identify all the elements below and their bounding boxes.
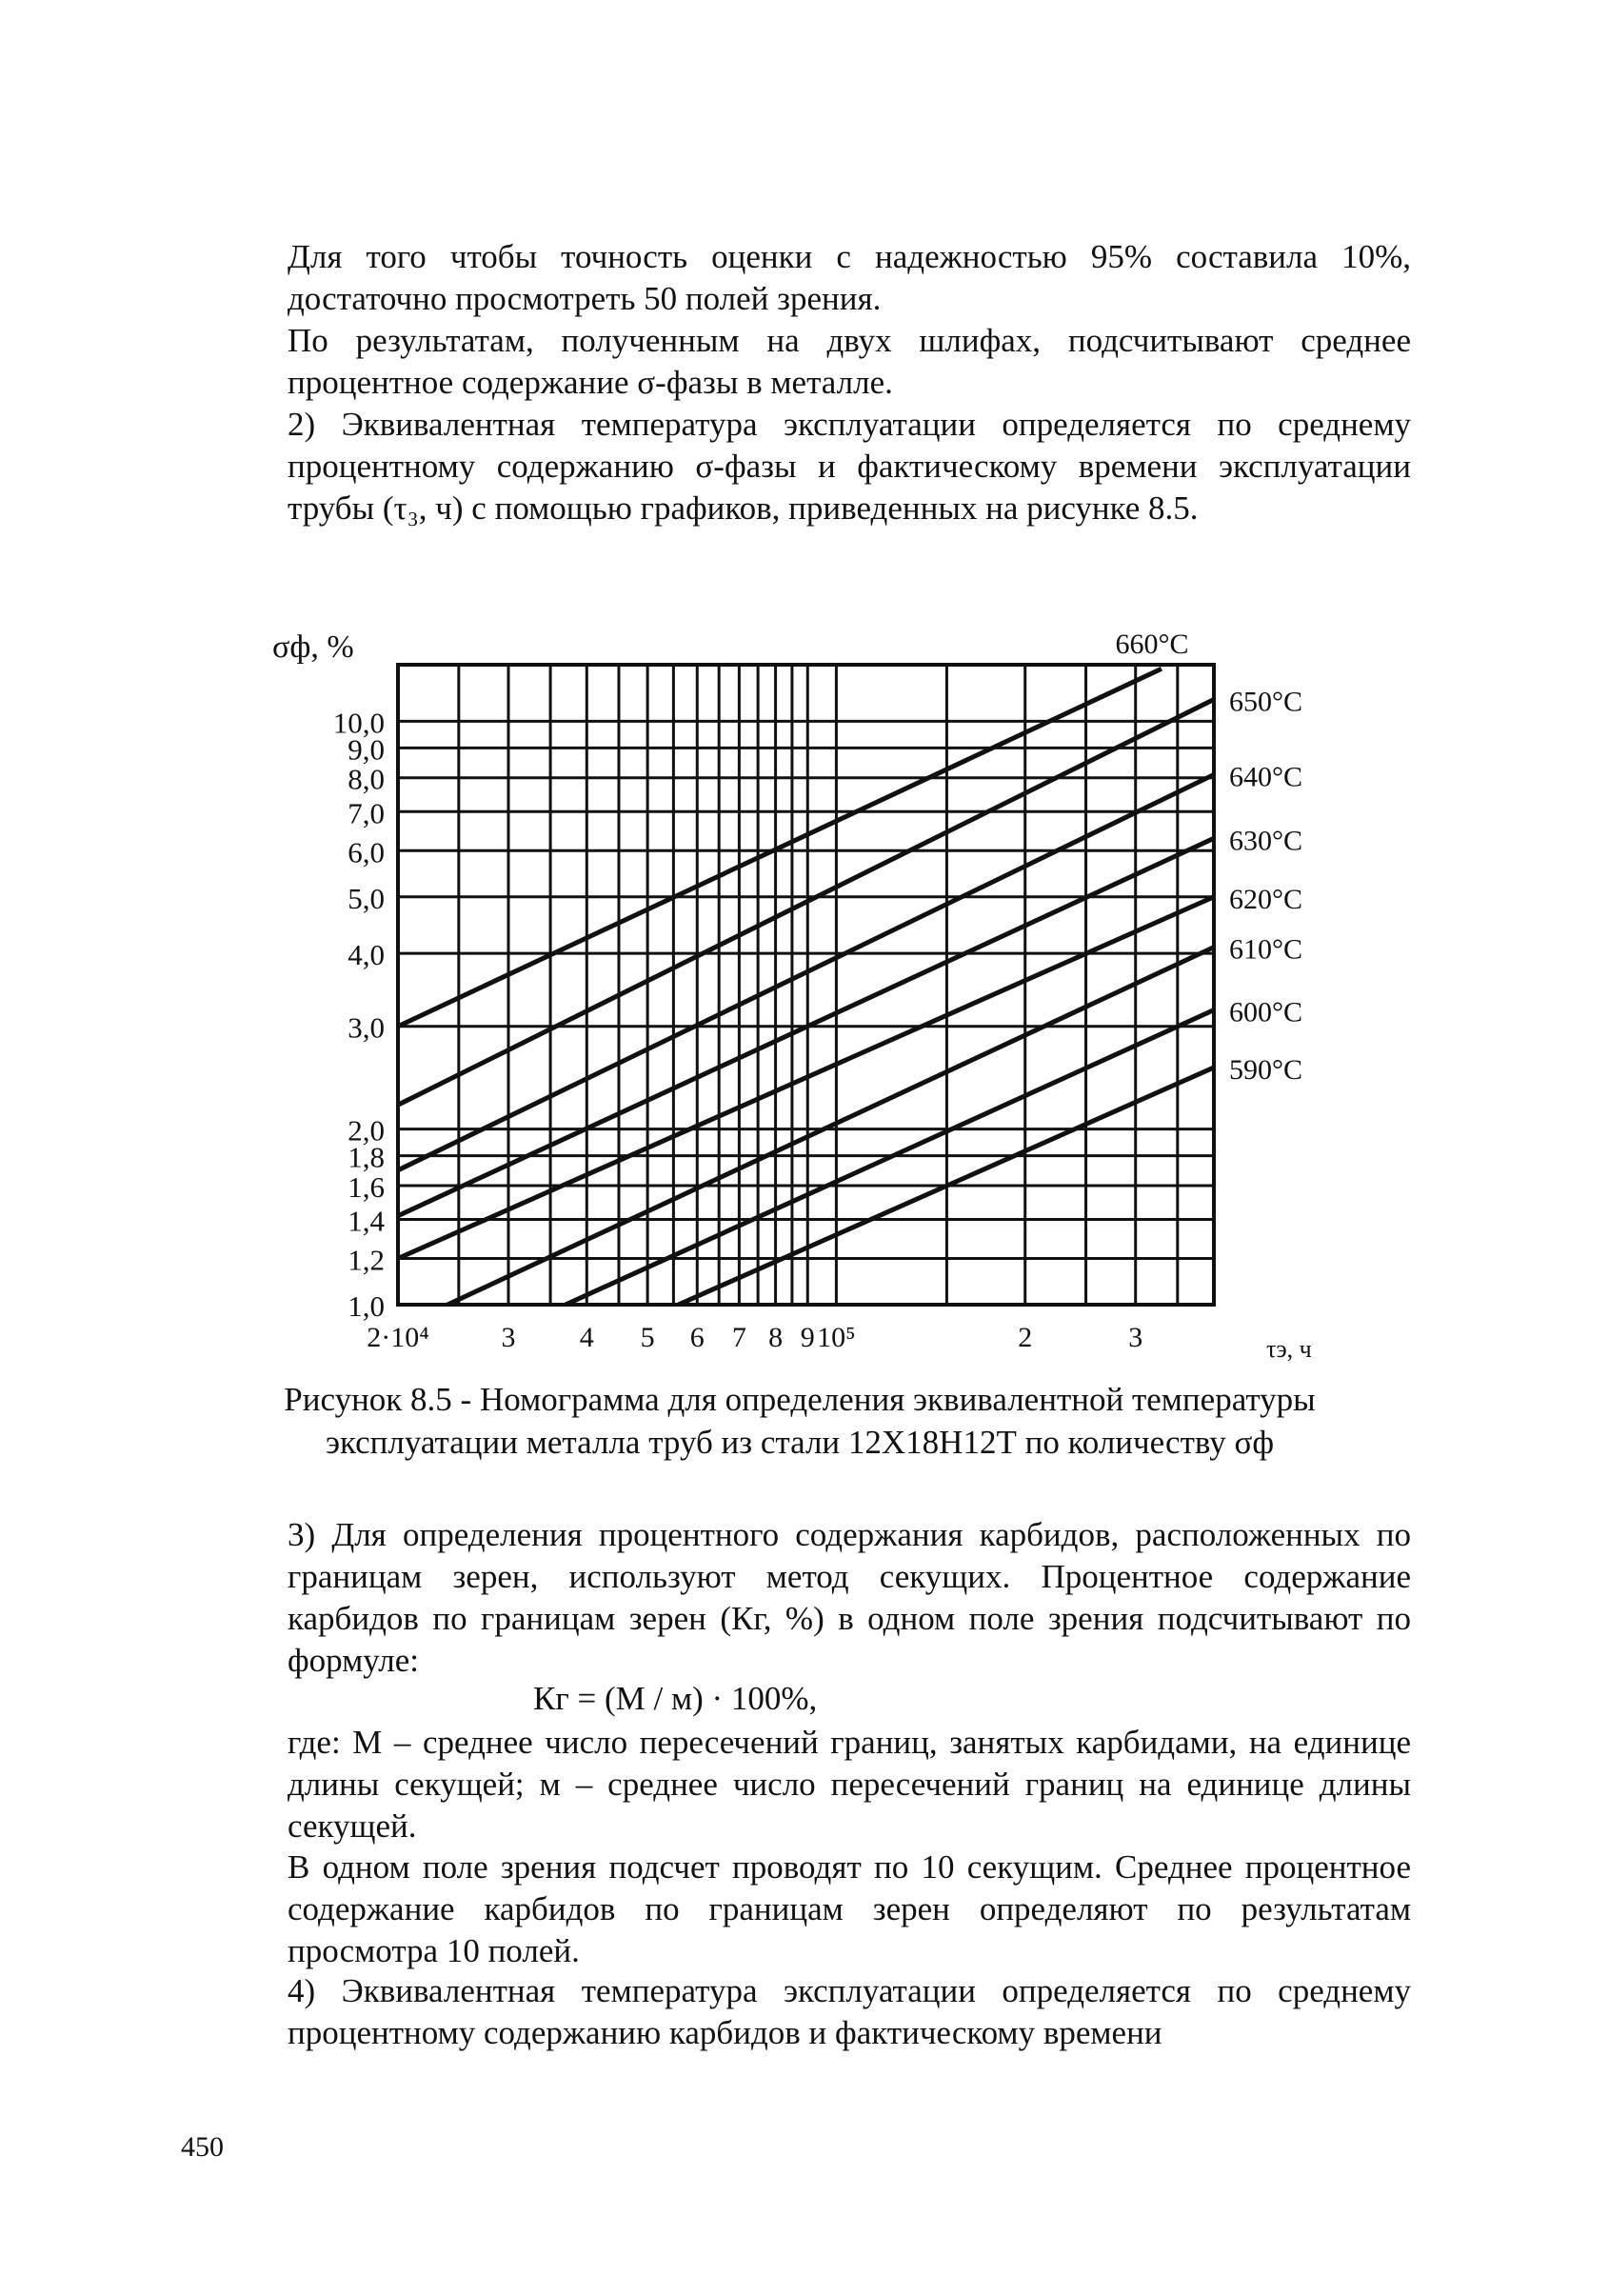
paragraph-definitions: где: М – среднее число пересечений границ, занятых карбидами, на единице длины секущей; м – среднее число пересечений границ на единице длины секущей. (288, 1724, 1411, 1845)
isotherm-label: 620°C (1229, 883, 1303, 915)
y-tick-label: 1,2 (348, 1243, 385, 1277)
isotherm-line (398, 897, 1214, 1259)
x-tick-label: 3 (501, 1322, 516, 1353)
x-tick-label: 2 (1018, 1322, 1033, 1353)
x-axis-title: τэ, ч (1266, 1335, 1312, 1363)
isotherm-label: 610°C (1229, 933, 1303, 966)
page-number: 450 (181, 2131, 224, 2163)
x-tick-label: 7 (731, 1322, 746, 1353)
y-tick-label: 8,0 (348, 762, 385, 796)
paragraph-field-count: В одном поле зрения подсчет проводят по 10 секущим. Среднее процентное содержание карбидов по границам зерен определяют по результатам просмотра 10 полей. (288, 1848, 1411, 1969)
y-tick-label: 9,0 (348, 732, 385, 767)
x-tick-label: 5 (640, 1322, 655, 1353)
y-tick-label: 4,0 (348, 938, 385, 972)
paragraph-step-4: 4) Эквивалентная температура эксплуатации определяется по среднему процентному содержанию карбидов и фактическому времени (288, 1972, 1411, 2051)
isotherm-label: 640°C (1229, 761, 1303, 793)
chart-series (398, 669, 1214, 1305)
x-tick-label: 3 (1128, 1322, 1143, 1353)
figure-caption-line-1: Рисунок 8.5 - Номограмма для определения эквивалентной температуры (284, 1381, 1316, 1418)
isotherm-line (566, 1010, 1214, 1305)
y-tick-label: 1,8 (348, 1140, 385, 1174)
isotherm-label: 660°C (1115, 629, 1189, 660)
y-tick-label: 7,0 (348, 796, 385, 830)
paragraph-results: По результатам, полученным на двух шлифах, подсчитывают среднее процентное содержание σ-фазы в металле. (288, 322, 1411, 401)
x-tick-label: 10⁵ (817, 1322, 856, 1353)
figure-caption-line-2: эксплуатации металла труб из стали 12Х18Н12Т по количеству σф (325, 1424, 1274, 1461)
paragraph-step-3: 3) Для определения процентного содержания карбидов, расположенных по границам зерен, используют метод секущих. Процентное содержание карбидов по границам зерен (Кг, %) в одном поле зрения подсчитывают по формуле: (288, 1516, 1411, 1679)
y-axis-title: σф, % (272, 629, 354, 665)
y-tick-label: 1,4 (348, 1204, 385, 1238)
isotherm-line (398, 699, 1214, 1105)
y-tick-label: 1,6 (348, 1169, 385, 1204)
isotherm-label: 600°C (1229, 996, 1303, 1028)
paragraph-accuracy: Для того чтобы точность оценки с надежностью 95% составила 10%, достаточно просмотреть 50 полей зрения. (288, 238, 1411, 317)
y-tick-label: 10,0 (332, 706, 385, 740)
y-tick-label: 3,0 (348, 1010, 385, 1045)
x-tick-label: 4 (579, 1322, 594, 1353)
x-tick-label: 6 (689, 1322, 705, 1353)
formula-kg: Кг = (М / м) · 100%, (533, 1680, 818, 1717)
isotherm-label: 590°C (1229, 1053, 1303, 1086)
paragraph-step-2: 2) Эквивалентная температура эксплуатации определяется по среднему процентному содержанию σ-фазы и фактическому времени эксплуатации трубы (τ₃, ч) с помощью графиков, приведенных на рисунке 8.5. (288, 406, 1411, 527)
y-tick-label: 1,0 (348, 1289, 385, 1323)
y-tick-label: 6,0 (348, 835, 385, 869)
isotherm-label: 630°C (1229, 825, 1303, 857)
isotherm-label: 650°C (1229, 686, 1303, 718)
x-tick-label: 8 (768, 1322, 784, 1353)
y-tick-label: 2,0 (348, 1113, 385, 1148)
y-tick-label: 5,0 (348, 881, 385, 915)
x-tick-label: 9 (800, 1322, 815, 1353)
x-tick-label: 2·10⁴ (367, 1322, 429, 1353)
isotherm-line (447, 948, 1214, 1305)
